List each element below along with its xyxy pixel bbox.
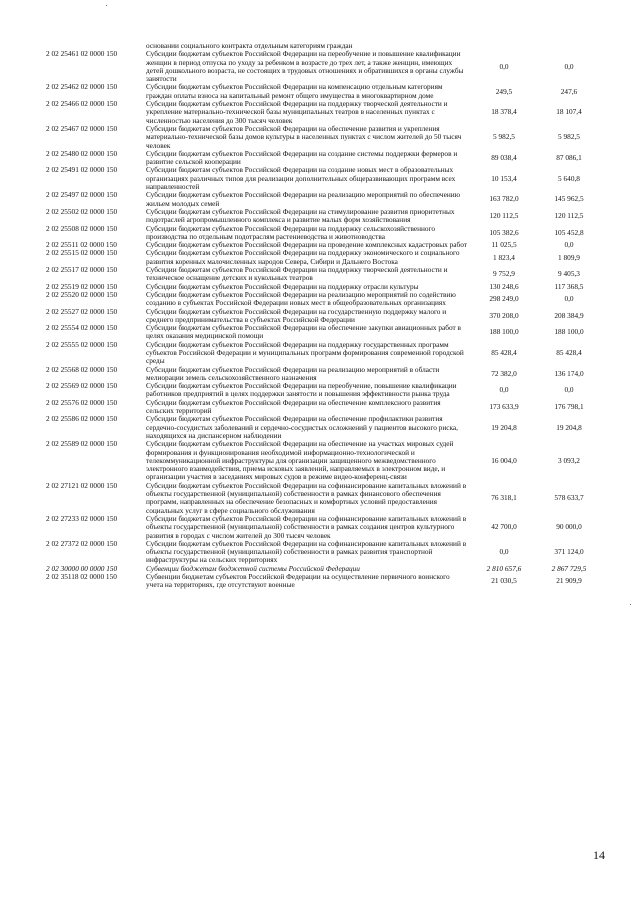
row-code: 2 02 27233 02 0000 150 (46, 513, 118, 523)
row-code: 2 02 25520 02 0000 150 (46, 289, 118, 299)
row-value-fact: 120 112,5 (554, 211, 584, 221)
row-name: Субсидии бюджетам субъектов Российской Федерации на поддержку отрасли культуры (146, 281, 419, 291)
row-value-fact: 247,6 (560, 86, 578, 96)
row-code: 2 02 25508 02 0000 150 (46, 223, 118, 233)
scan-speck (106, 5, 107, 6)
row-value-plan: 188 100,0 (489, 327, 519, 337)
table-row (46, 166, 604, 191)
table-row (46, 125, 604, 150)
row-value-plan: 2 810 657,6 (486, 563, 522, 573)
row-value-fact: 578 633,7 (554, 493, 584, 503)
table-row (46, 415, 604, 440)
table-row (46, 83, 604, 100)
table-row (46, 324, 604, 341)
row-value-plan (474, 42, 534, 50)
row-code: 2 02 25569 02 0000 150 (46, 381, 118, 391)
row-name: Субсидии бюджетам субъектов Российской Федерации на поддержку творческой деятельности и укрепление материально-технической базы муниципальных театров в населенных пунктах с численностью населения до 300 тысяч человек (146, 99, 448, 125)
row-code: 2 02 35118 02 0000 150 (46, 572, 117, 581)
row-name: Субсидии бюджетам субъектов Российской Федерации на поддержку сельскохозяйственного производства по отдельным подотраслям растениеводства и животноводства (146, 223, 435, 241)
row-value-fact: 1 809,9 (558, 252, 580, 262)
row-code: 2 02 25511 02 0000 150 (46, 240, 117, 250)
row-value-fact: 176 798,1 (554, 401, 584, 411)
budget-table-body (46, 42, 604, 590)
row-value-plan: 10 153,4 (491, 173, 517, 183)
row-code: 2 02 25568 02 0000 150 (46, 364, 118, 374)
row-value-fact: 117 368,5 (554, 281, 584, 291)
row-value-plan: 0,0 (499, 61, 509, 71)
row-code: 2 02 25461 02 0000 150 (46, 49, 118, 59)
row-name: Субсидии бюджетам субъектов Российской Федерации на обеспечение комплексного развития сельских территорий (146, 397, 441, 416)
row-name: Субсидии бюджетам субъектов Российской Федерации на обеспечение профилактики развития сердечно-сосудистых заболеваний и сердечно-сосудистых осложнений у пациентов высокого риска, находящихся на диспансерном наблюдении (146, 414, 458, 440)
row-code: 2 02 25467 02 0000 150 (46, 123, 118, 133)
row-value-plan: 18 378,4 (491, 107, 517, 117)
row-value-plan: 1 823,4 (493, 252, 515, 262)
row-value-plan: 9 752,9 (493, 269, 515, 279)
row-value-fact: 2 867 729,5 (551, 563, 587, 573)
row-value-fact: 0,0 (564, 61, 574, 71)
row-code: 2 02 25466 02 0000 150 (46, 99, 118, 109)
row-code: 2 02 25462 02 0000 150 (46, 82, 118, 92)
row-code: 2 02 25517 02 0000 150 (46, 265, 118, 275)
row-name: Субсидии бюджетам субъектов Российской Федерации на реализацию мероприятий по содействию созданию в субъектах Российской Федерации новых мест в общеобразовательных организациях (146, 289, 456, 308)
row-value-fact: 145 962,5 (554, 194, 584, 204)
row-code: 2 02 25527 02 0000 150 (46, 306, 118, 316)
row-name: Субсидии бюджетам субъектов Российской Федерации на поддержку творческой деятельности и техническое оснащение детских и кукольных театров (146, 265, 448, 283)
page-number: 14 (593, 848, 605, 862)
row-value-plan: 105 382,6 (489, 227, 519, 237)
table-row (46, 100, 604, 125)
table-row (46, 266, 604, 283)
row-value-fact: 188 100,0 (554, 327, 584, 337)
row-value-plan: 298 249,0 (489, 294, 519, 304)
row-value-fact: 90 000,0 (556, 522, 582, 532)
row-value-plan: 16 004,0 (491, 455, 517, 465)
row-value-plan: 72 382,0 (491, 368, 517, 378)
row-value-plan: 163 782,0 (489, 194, 519, 204)
table-row (46, 573, 604, 590)
row-value-fact: 5 982,5 (558, 132, 580, 142)
row-code: 2 02 25502 02 0000 150 (46, 206, 118, 216)
scan-speck (630, 604, 631, 605)
row-code: 2 02 25586 02 0000 150 (46, 414, 118, 424)
row-value-fact: 3 093,2 (558, 455, 580, 465)
table-row (46, 191, 604, 208)
row-code: 2 02 27121 02 0000 150 (46, 480, 118, 490)
row-code: 2 02 25491 02 0000 150 (46, 165, 118, 175)
row-code: 2 02 25554 02 0000 150 (46, 323, 118, 333)
row-code: 2 02 25555 02 0000 150 (46, 339, 118, 349)
row-value-plan: 130 248,6 (489, 281, 519, 291)
row-value-fact: 105 452,8 (554, 227, 584, 237)
row-value-plan: 370 208,0 (489, 310, 519, 320)
row-name: Субсидии бюджетам субъектов Российской Федерации на поддержку экономического и социального развития коренных малочисленных народов Севера, Сибири и Дальнего Востока (146, 248, 460, 266)
row-name: Субсидии бюджетам субъектов Российской Федерации на создание новых мест в образовательных организациях различных типов для реализации дополнительных общеразвивающих программ всех направленностей (146, 165, 456, 192)
row-name: Субсидии бюджетам субъектов Российской Федерации на обеспечение на участках мировых судей формирования и функционирования необходимой информационно-технологической и телекоммуникационной инфраструктуры для организации защищенного межведомственного электронного взаимодействия, приема исковых заявлений, направляемых в электронном виде, и организации участия в заседаниях мировых судов в режиме видео-конференц-связи (146, 439, 454, 482)
row-name: Субсидии бюджетам субъектов Российской Федерации на реализацию мероприятий в области мелиорации земель сельскохозяйственного назначения (146, 364, 440, 382)
table-row (46, 341, 604, 366)
row-name: Субсидии бюджетам субъектов Российской Федерации на обеспечение закупки авиационных работ в целях оказания медицинской помощи (146, 323, 461, 341)
row-name: Субсидии бюджетам субъектов Российской Федерации на компенсацию отдельным категориям граждан оплаты взноса на капитальный ремонт общего имущества в многоквартирном доме (146, 82, 443, 100)
table-row (46, 208, 604, 225)
row-value-fact: 9 405,3 (558, 269, 580, 279)
row-value-fact: 5 640,8 (558, 173, 580, 183)
row-name: Субсидии бюджетам субъектов Российской Федерации на государственную поддержку малого и среднего предпринимательства в субъектах Российской Федерации (146, 306, 447, 324)
table-row (46, 366, 604, 383)
row-code: 2 02 25589 02 0000 150 (46, 439, 118, 449)
table-row (46, 50, 604, 83)
table-row (46, 291, 604, 308)
row-code: 2 02 25480 02 0000 150 (46, 148, 118, 158)
row-code: 2 02 30000 00 0000 150 (46, 563, 118, 573)
row-name: Субсидии бюджетам субъектов Российской Федерации на софинансирование капитальных вложений в объекты государственной (муниципальной) собственности в рамках финансового обеспечения программ, направленных на обеспечение безопасных и комфортных условий предоставления социальных услуг в сфере социального обслуживания (146, 480, 467, 515)
row-name: Субсидии бюджетам субъектов Российской Федерации на поддержку государственных программ субъектов Российской Федерации и муниципальных программ формирования современной городской среды (146, 339, 464, 366)
row-value-plan: 249,5 (495, 86, 513, 96)
row-value-fact: 85 428,4 (556, 347, 582, 357)
table-row (46, 515, 604, 540)
row-value-fact: 19 204,8 (556, 422, 582, 432)
row-value-plan: 0,0 (499, 385, 509, 395)
row-value-plan: 21 030,5 (491, 576, 517, 586)
row-value-fact: 21 909,9 (556, 576, 582, 586)
budget-table (46, 42, 604, 590)
row-code: 2 02 25519 02 0000 150 (46, 281, 118, 291)
row-code: 2 02 25497 02 0000 150 (46, 190, 118, 200)
row-name: Субвенции бюджетам бюджетной системы Российской Федерации (146, 563, 360, 573)
row-value-plan: 11 025,5 (491, 240, 517, 250)
row-value-fact: 87 086,1 (556, 153, 582, 162)
row-value-plan: 5 982,5 (493, 132, 515, 142)
row-value-plan: 120 112,5 (489, 211, 519, 221)
row-code: 2 02 25576 02 0000 150 (46, 397, 118, 407)
row-name: Субсидии бюджетам субъектов Российской Федерации на стимулирование развития приоритетных подотраслей агропромышленного комплекса и развитие малых форм хозяйствования (146, 206, 455, 225)
row-name: Субсидии бюджетам субъектов Российской Федерации на софинансирование капитальных вложений в объекты государственной (муниципальной) собственности в рамках создания центров культурного развития в городах с числом жителей до 300 тысяч человек (146, 513, 467, 540)
table-row (46, 540, 604, 565)
table-row (46, 249, 604, 266)
row-value-fact (534, 42, 604, 50)
row-value-fact: 18 107,4 (556, 107, 582, 117)
row-value-fact: 0,0 (564, 240, 574, 250)
row-value-fact: 0,0 (564, 385, 574, 395)
row-name: Субсидии бюджетам субъектов Российской Федерации на создание системы поддержки фермеров и развитие сельской кооперации (146, 148, 458, 167)
row-code: 2 02 25515 02 0000 150 (46, 248, 118, 258)
row-value-plan: 0,0 (499, 547, 509, 557)
row-value-plan: 42 700,0 (491, 522, 517, 532)
table-row (46, 225, 604, 242)
row-code: 2 02 27372 02 0000 150 (46, 538, 118, 548)
row-name: Субсидии бюджетам субъектов Российской Федерации на проведение комплексных кадастровых работ (146, 240, 467, 250)
table-row (46, 150, 604, 167)
table-row (46, 482, 604, 515)
table-row (46, 399, 604, 416)
table-row (46, 308, 604, 325)
row-name: Субсидии бюджетам субъектов Российской Федерации на обеспечение развития и укрепления материально-технической базы домов культуры в населенных пунктах с числом жителей до 50 тысяч человек (146, 123, 462, 150)
row-name: Субсидии бюджетам субъектов Российской Федерации на переобучение, повышение квалификации работников предприятий в целях поддержки занятости и повышения эффективности рынка труда (146, 381, 457, 399)
row-value-fact: 208 384,9 (554, 310, 584, 320)
row-value-fact: 371 124,0 (554, 547, 584, 557)
row-name: Субсидии бюджетам субъектов Российской Федерации на софинансирование капитальных вложений в объекты государственной (муниципальной) собственности в рамках развития транспортной инфраструктуры на сельских территориях (146, 538, 467, 565)
row-value-plan: 173 633,9 (489, 401, 519, 411)
row-name: основании социального контракта отдельным категориям граждан (146, 41, 353, 50)
table-row (46, 440, 604, 481)
row-value-plan: 76 318,1 (491, 493, 517, 503)
table-row (46, 382, 604, 399)
row-value-fact: 136 174,0 (554, 368, 584, 378)
row-name: Субвенции бюджетам субъектов Российской Федерации на осуществление первичного воинского учета на территориях, где отсутствуют военные (146, 572, 450, 590)
row-value-fact: 0,0 (564, 294, 574, 304)
row-name: Субсидии бюджетам субъектов Российской Федерации на переобучение и повышение квалификации женщин в период отпуска по уходу за ребенком в возрасте до трех лет, а также женщин, имеющих детей дошкольного возраста, не состоящих в трудовых отношениях и обратившихся в органы службы занятости (146, 49, 464, 84)
row-value-plan: 19 204,8 (491, 422, 517, 432)
row-value-plan: 89 038,4 (491, 153, 517, 162)
row-value-plan: 85 428,4 (491, 347, 517, 357)
row-name: Субсидии бюджетам субъектов Российской Федерации на реализацию мероприятий по обеспечению жильем молодых семей (146, 190, 461, 208)
